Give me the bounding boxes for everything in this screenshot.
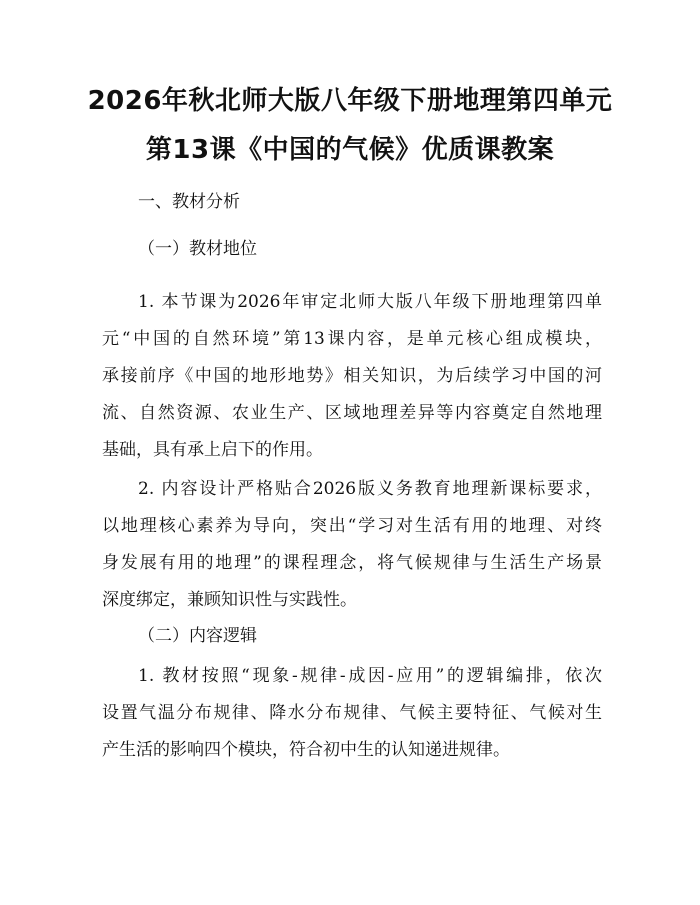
paragraph-1 (102, 284, 602, 469)
paragraph-1-line: 承接前序《中国的地形地势》相关知识，为后续学习中国的河 (102, 366, 602, 386)
paragraph-2 (102, 471, 602, 619)
paragraph-1-line: 基础，具有承上启下的作用。 (102, 440, 323, 460)
paragraph-1-line: 1. 本节课为2026年审定北师大版八年级下册地理第四单 (138, 292, 602, 312)
section-heading-textbook-analysis: 一、教材分析 (138, 192, 240, 212)
paragraph-1-line: 元“中国的自然环境”第13课内容，是单元核心组成模块， (102, 329, 602, 349)
subsection-heading-content-logic: （二）内容逻辑 (138, 626, 257, 646)
paragraph-2-line: 以地理核心素养为导向，突出“学习对生活有用的地理、对终 (102, 516, 602, 536)
paragraph-3-line: 设置气温分布规律、降水分布规律、气候主要特征、气候对生 (102, 703, 602, 723)
paragraph-3-line: 产生活的影响四个模块，符合初中生的认知递进规律。 (102, 740, 510, 760)
paragraph-3-line: 1. 教材按照“现象-规律-成因-应用”的逻辑编排，依次 (138, 666, 602, 686)
subsection-heading-textbook-position: （一）教材地位 (138, 239, 257, 259)
paragraph-1-line: 流、自然资源、农业生产、区域地理差异等内容奠定自然地理 (102, 403, 602, 423)
paragraph-2-line: 2. 内容设计严格贴合2026版义务教育地理新课标要求， (138, 479, 602, 499)
paragraph-3 (102, 658, 602, 769)
document-title-line-2: 第13课《中国的气候》优质课教案 (145, 135, 555, 165)
paragraph-2-line: 身发展有用的地理”的课程理念，将气候规律与生活生产场景 (102, 553, 602, 573)
paragraph-2-line: 深度绑定，兼顾知识性与实践性。 (102, 590, 357, 610)
document-title-line-1: 2026年秋北师大版八年级下册地理第四单元 (87, 86, 613, 116)
